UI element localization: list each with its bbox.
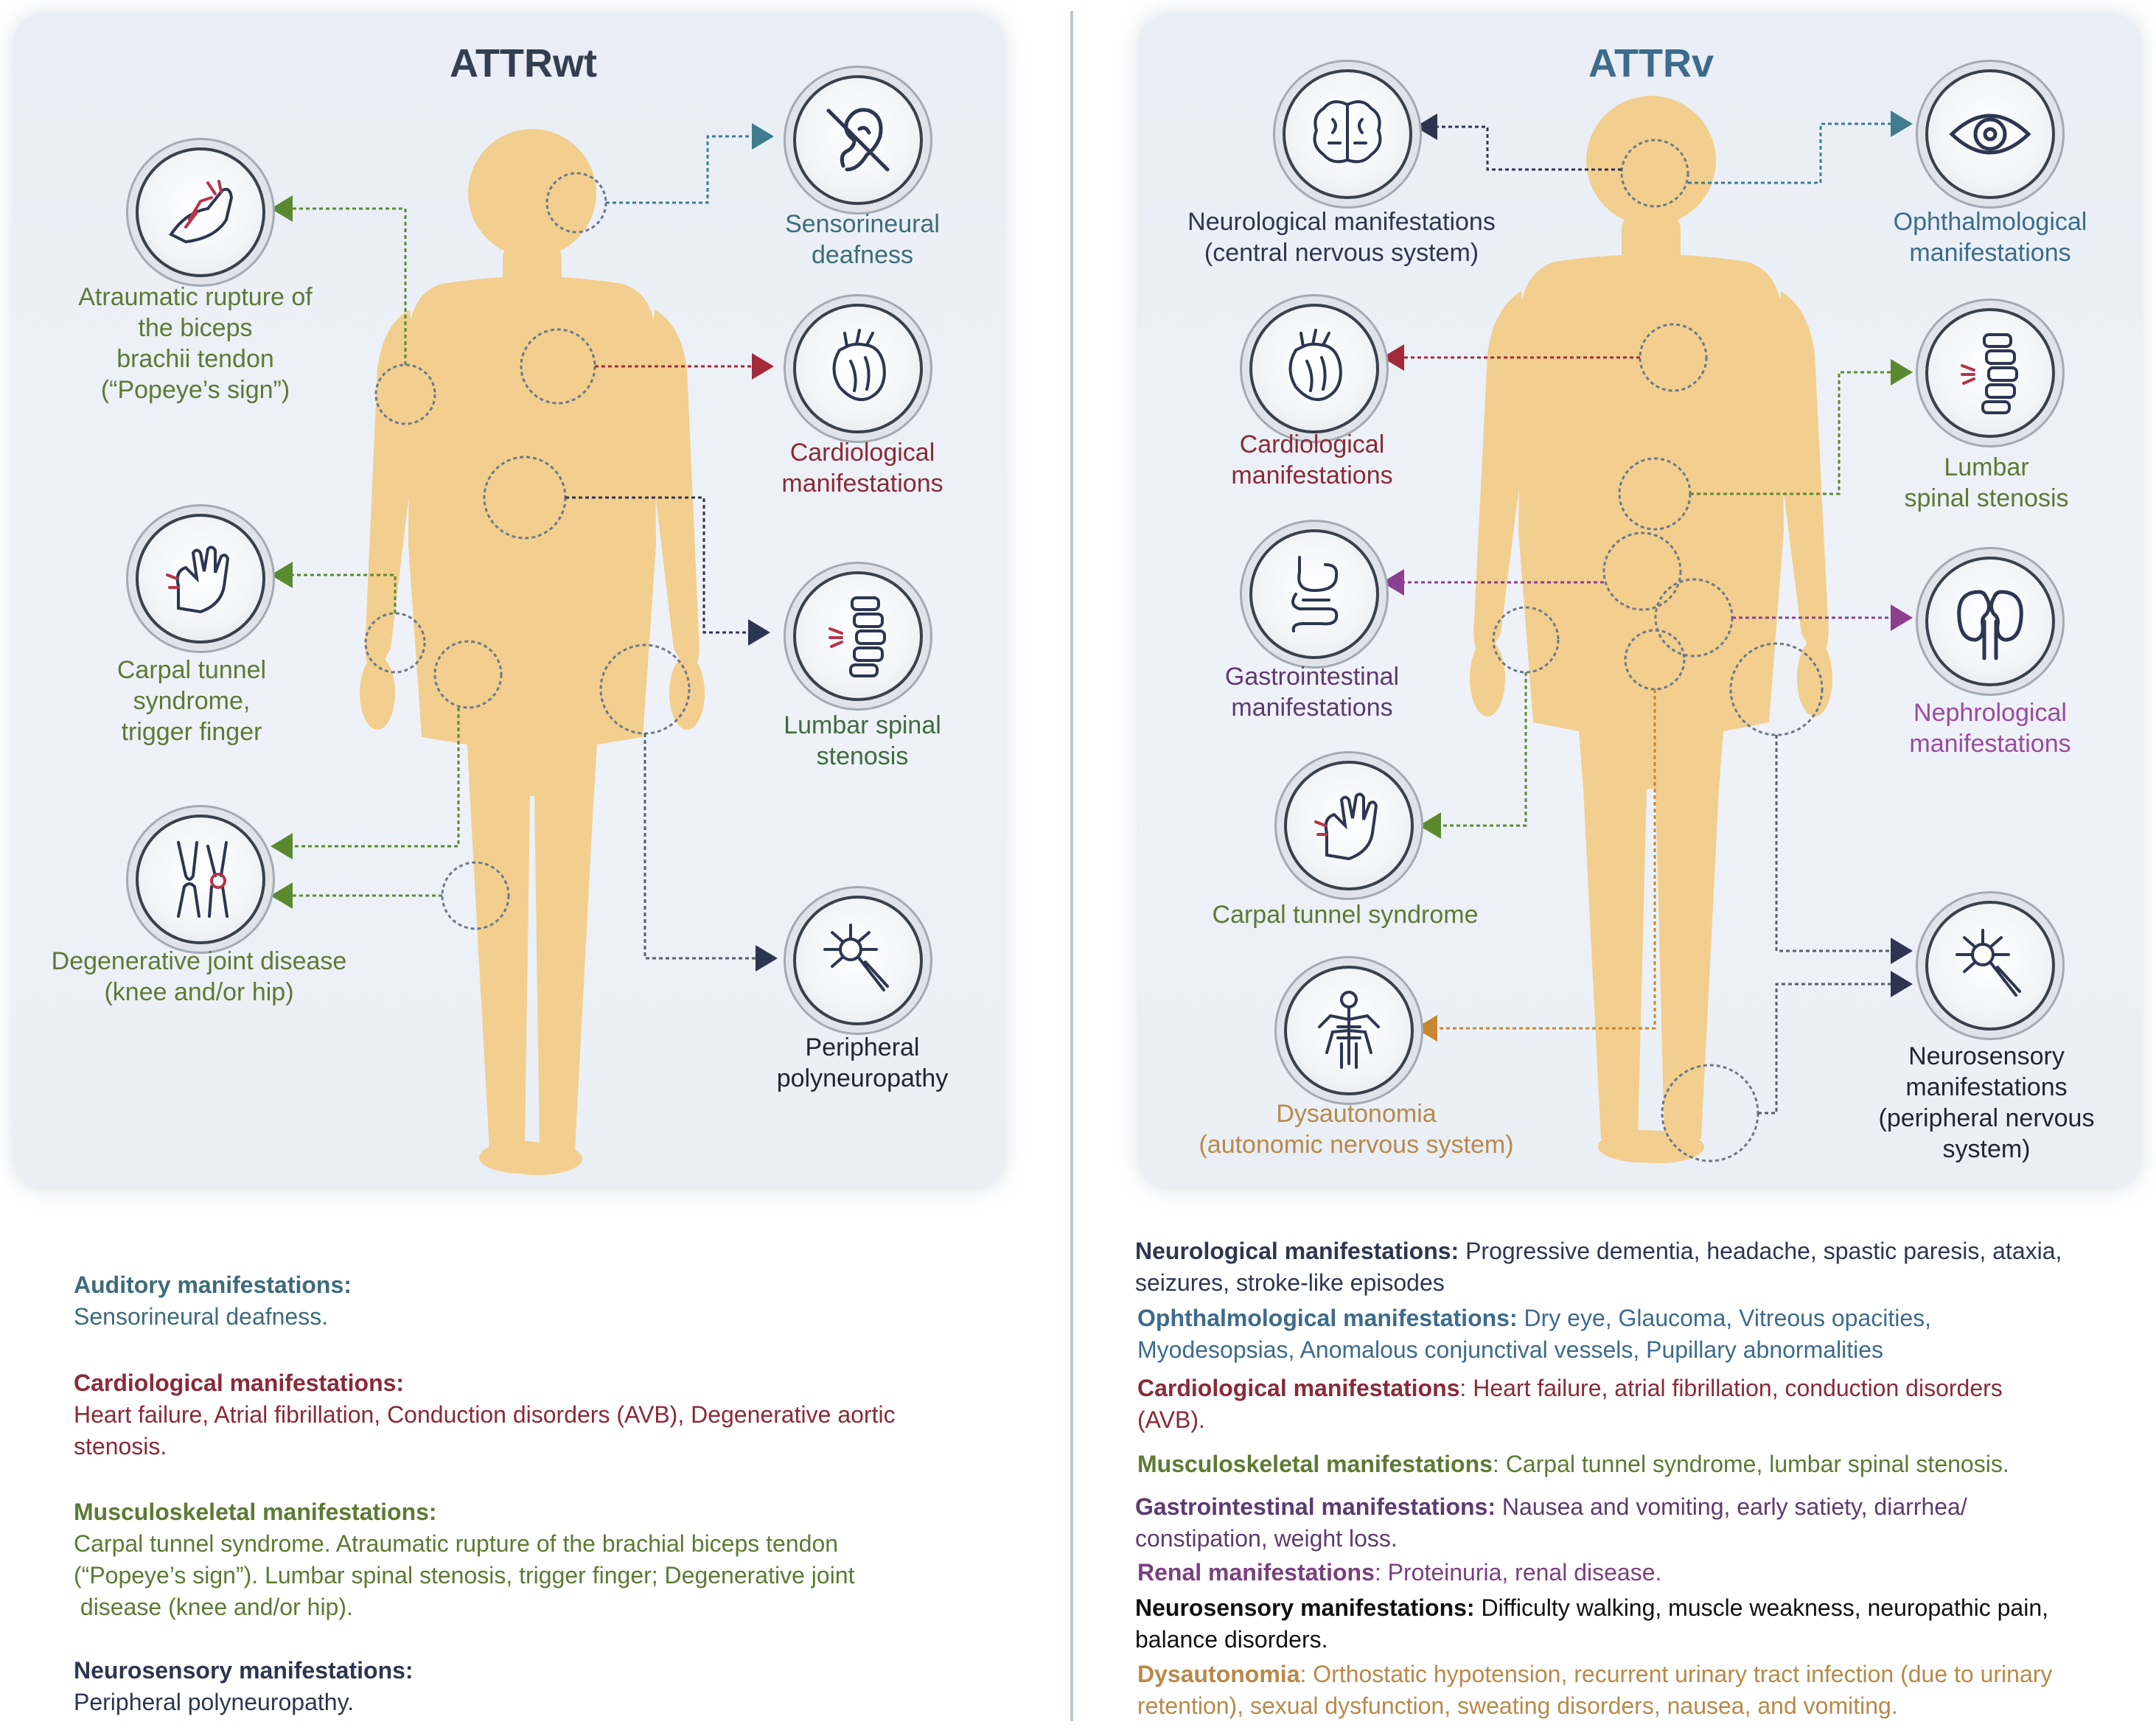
- text-heading: Musculoskeletal manifestations:: [74, 1499, 437, 1525]
- text-neurological-right: [1135, 1235, 2152, 1299]
- label-line: Peripheral: [805, 1033, 920, 1061]
- text-gastrointestinal-right: [1135, 1491, 2152, 1555]
- text-body: constipation, weight loss.: [1135, 1525, 1398, 1552]
- label-line: trigger finger: [121, 718, 262, 746]
- text-cardiological-left: [74, 1367, 1032, 1462]
- label-line: Cardiological: [789, 439, 935, 467]
- heart-icon: [793, 304, 923, 433]
- neuron-icon: [793, 896, 923, 1025]
- text-body: stenosis.: [74, 1433, 167, 1460]
- label-neurological: [1165, 206, 1518, 268]
- text-heading: Dysautonomia: [1137, 1661, 1300, 1687]
- attrv-title: ATTRv: [1588, 41, 1714, 86]
- text-body: Heart failure, Atrial fibrillation, Conduction disorders (AVB), Degenerative aortic: [74, 1401, 896, 1428]
- label-line: Lumbar spinal: [784, 711, 941, 739]
- label-line: Sensorineural: [785, 210, 940, 238]
- label-line: the biceps: [138, 314, 253, 342]
- text-body: (AVB).: [1137, 1406, 1205, 1433]
- text-heading: Neurosensory manifestations:: [74, 1657, 414, 1684]
- text-heading: Musculoskeletal manifestations: [1137, 1451, 1493, 1477]
- ear-icon: [793, 75, 923, 205]
- label-line: manifestations: [1905, 1073, 2068, 1101]
- label-line: syndrome,: [133, 687, 251, 715]
- label-cardiological-right: [1201, 429, 1423, 491]
- label-line: Ophthalmological: [1893, 208, 2087, 236]
- label-line: (peripheral nervous: [1878, 1104, 2095, 1132]
- label-line: Lumbar: [1944, 453, 2029, 481]
- label-line: spinal stenosis: [1904, 484, 2069, 512]
- label-nephrological: [1876, 697, 2104, 759]
- label-gastrointestinal: [1201, 661, 1423, 723]
- text-neurosensory-right: [1135, 1592, 2152, 1656]
- label-dysautonomia: [1179, 1098, 1533, 1160]
- label-line: Nephrological: [1913, 699, 2067, 727]
- text-body: Dry eye, Glaucoma, Vitreous opacities,: [1517, 1305, 1932, 1331]
- text-body: Sensorineural deafness.: [74, 1303, 329, 1330]
- text-heading: Auditory manifestations:: [74, 1272, 352, 1298]
- text-dysautonomia-right: [1137, 1659, 2155, 1722]
- label-line: manifestations: [1231, 461, 1393, 489]
- label-degenerative-joint: [29, 946, 369, 1008]
- label-line: Carpal tunnel: [116, 656, 267, 684]
- label-carpal-right: [1179, 899, 1511, 930]
- label-sensorineural-deafness: [752, 209, 973, 271]
- text-body: retention), sexual dysfunction, sweating disorders, nausea, and vomiting.: [1137, 1692, 1898, 1719]
- label-line: Cardiological: [1239, 430, 1385, 458]
- text-cardiological-right: [1137, 1373, 2155, 1436]
- text-neurosensory-left: [74, 1655, 1032, 1718]
- label-line: manifestations: [781, 470, 943, 498]
- label-carpal-trigger: [74, 655, 310, 747]
- hand-icon: [1284, 761, 1414, 890]
- label-line: system): [1942, 1135, 2031, 1163]
- label-line: Atraumatic rupture of: [78, 283, 313, 311]
- label-biceps-rupture: [52, 282, 339, 405]
- label-line: Dysautonomia: [1276, 1100, 1437, 1128]
- text-body: (“Popeye’s sign”). Lumbar spinal stenosis, trigger finger; Degenerative joint: [74, 1562, 855, 1589]
- text-body: : Proteinuria, renal disease.: [1374, 1559, 1662, 1586]
- text-musculoskeletal-left: [74, 1496, 1032, 1623]
- label-lumbar-left: [752, 710, 973, 772]
- text-renal-right: [1137, 1557, 2155, 1589]
- text-heading: Cardiological manifestations: [1137, 1375, 1460, 1401]
- text-body: : Carpal tunnel syndrome, lumbar spinal stenosis.: [1492, 1451, 2009, 1477]
- text-heading: Ophthalmological manifestations:: [1137, 1305, 1518, 1331]
- text-body: Difficulty walking, muscle weakness, neuropathic pain,: [1474, 1594, 2049, 1621]
- text-musculoskeletal-right: [1137, 1448, 2155, 1480]
- nervous-system-icon: [1284, 966, 1414, 1095]
- kidney-icon: [1925, 557, 2055, 686]
- text-body: : Heart failure, atrial fibrillation, conduction disorders: [1459, 1375, 2003, 1401]
- label-line: manifestations: [1231, 694, 1393, 722]
- spine-icon: [793, 571, 923, 701]
- text-ophthalmological-right: [1137, 1303, 2155, 1366]
- tendon-icon: [136, 147, 265, 277]
- text-heading: Gastrointestinal manifestations:: [1135, 1493, 1496, 1520]
- label-line: (“Popeye’s sign”): [100, 376, 290, 404]
- label-line: Carpal tunnel syndrome: [1212, 901, 1479, 929]
- label-line: Neurosensory: [1908, 1042, 2065, 1070]
- text-body: seizures, stroke-like episodes: [1135, 1269, 1445, 1296]
- label-line: (knee and/or hip): [104, 978, 294, 1006]
- text-body: Carpal tunnel syndrome. Atraumatic rupture of the brachial biceps tendon: [74, 1530, 839, 1557]
- label-line: manifestations: [1909, 239, 2071, 267]
- text-heading: Neurological manifestations:: [1135, 1238, 1459, 1264]
- text-heading: Neurosensory manifestations:: [1135, 1594, 1475, 1621]
- text-body: Myodesopsias, Anomalous conjunctival vessels, Pupillary abnormalities: [1137, 1336, 1884, 1363]
- text-body: Progressive dementia, headache, spastic paresis, ataxia,: [1459, 1238, 2062, 1264]
- label-line: polyneuropathy: [776, 1064, 949, 1092]
- brain-icon: [1283, 69, 1412, 199]
- spine-icon: [1925, 308, 2055, 438]
- label-line: Neurological manifestations: [1187, 208, 1496, 236]
- text-body: : Orthostatic hypotension, recurrent urinary tract infection (due to urinary: [1299, 1661, 2053, 1687]
- text-heading: Cardiological manifestations:: [74, 1370, 405, 1396]
- label-line: (autonomic nervous system): [1199, 1131, 1514, 1159]
- label-peripheral-polyneuropathy: [752, 1032, 973, 1094]
- heart-icon: [1249, 304, 1379, 433]
- text-heading: Renal manifestations: [1137, 1559, 1375, 1586]
- attrwt-title: ATTRwt: [450, 41, 597, 86]
- label-line: Degenerative joint disease: [51, 947, 347, 975]
- label-ophthalmological: [1876, 206, 2104, 268]
- label-line: (central nervous system): [1204, 239, 1479, 267]
- hand-icon: [136, 514, 265, 644]
- text-auditory: [74, 1269, 1032, 1333]
- text-body: balance disorders.: [1135, 1626, 1328, 1653]
- joint-icon: [136, 815, 265, 944]
- text-body: Nausea and vomiting, early satiety, diarrhea/: [1495, 1493, 1967, 1520]
- label-lumbar-right: [1876, 452, 2097, 514]
- label-line: Gastrointestinal: [1224, 663, 1400, 691]
- text-body: disease (knee and/or hip).: [74, 1594, 353, 1620]
- label-line: manifestations: [1909, 730, 2071, 758]
- label-cardiological-left: [752, 437, 973, 499]
- text-body: Peripheral polyneuropathy.: [74, 1689, 355, 1715]
- label-line: deafness: [812, 241, 913, 269]
- neuron-icon: [1925, 901, 2055, 1031]
- label-line: stenosis: [816, 742, 909, 770]
- label-line: brachii tendon: [116, 345, 274, 373]
- eye-icon: [1925, 69, 2055, 199]
- stomach-icon: [1249, 529, 1379, 659]
- label-neurosensory: [1869, 1041, 2104, 1165]
